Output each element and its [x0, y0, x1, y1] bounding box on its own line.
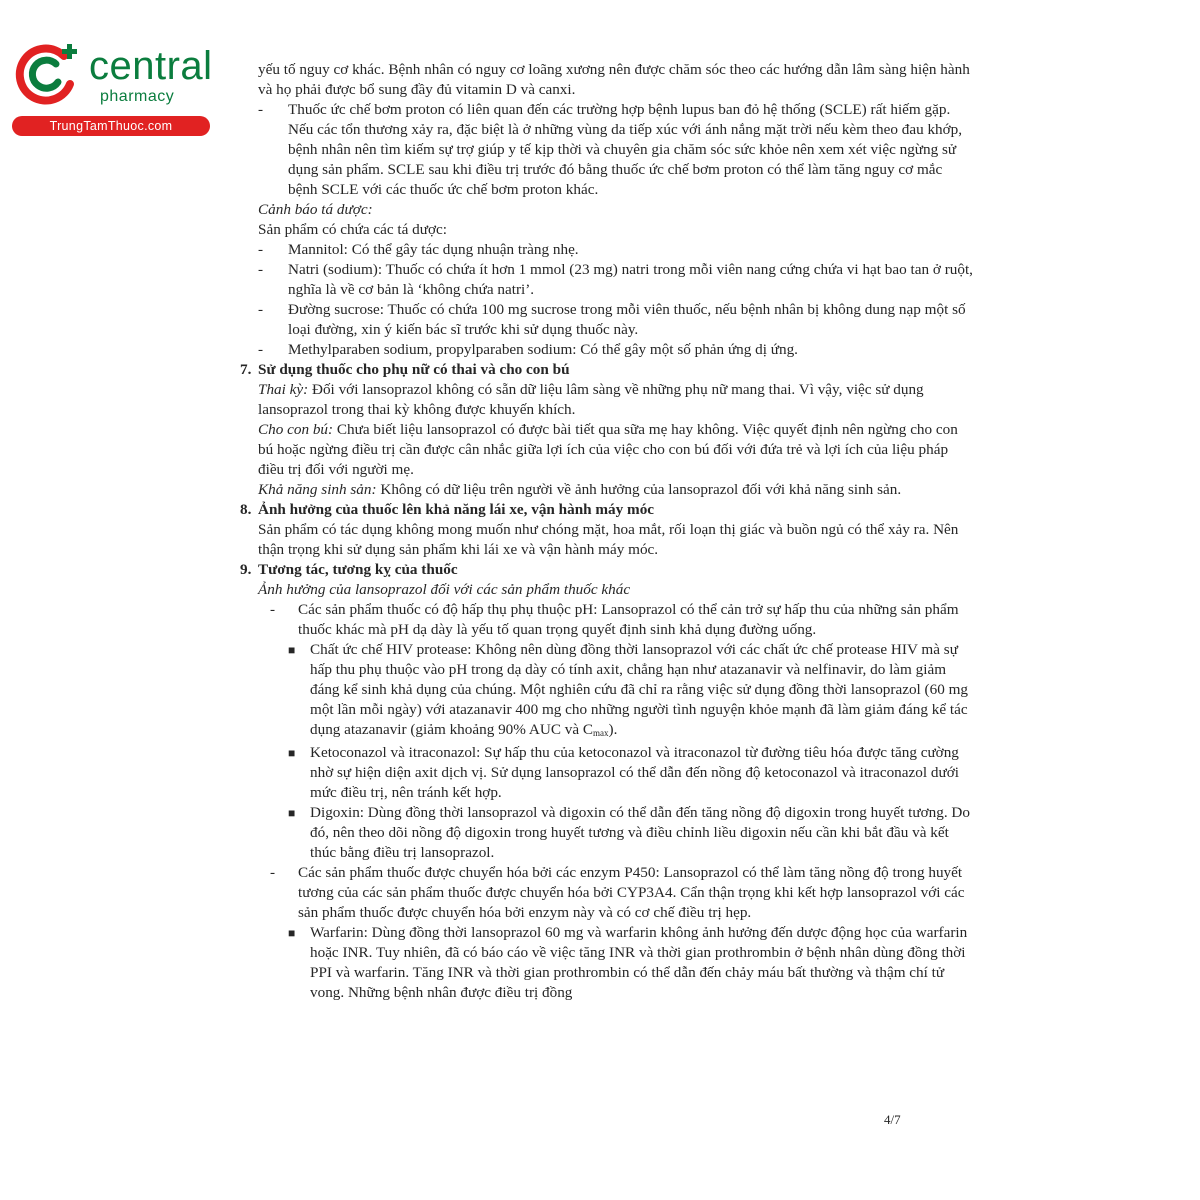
pregnancy-label: Thai kỳ:	[258, 381, 309, 398]
list-item-excipient: - Đường sucrose: Thuốc có chứa 100 mg sucrose trong mỗi viên thuốc, nếu bệnh nhân bị không dung nạp một số loại đường, xin ý kiến bác sĩ trước khi sử dụng thuốc này.	[258, 301, 966, 338]
list-item-p450: - Các sản phẩm thuốc được chuyển hóa bởi các enzym P450: Lansoprazol có thể làm tăng nồng độ trong huyết tương của các sản phẩm thuốc được chuyển hóa bởi CYP3A4. Cẩn thận trọng khi kết hợp lansoprazol với các sản phẩm thuốc được chuyển hóa bởi enzym này và có cơ chế điều trị hẹp.	[270, 864, 965, 921]
bullet-item-hiv	[230, 640, 975, 743]
paragraph-lactation	[230, 420, 975, 480]
list-item-excipient: - Natri (sodium): Thuốc có chứa ít hơn 1 mmol (23 mg) natri trong mỗi viên nang cứng chứa vi hạt bao tan ở ruột, nghĩa là về cơ bản là ‘không chứa natri’.	[258, 261, 973, 298]
list-item-excipient: - Methylparaben sodium, propylparaben sodium: Có thể gây một số phản ứng dị ứng.	[258, 341, 798, 358]
excipient-intro: Sản phẩm có chứa các tá dược:	[258, 221, 447, 238]
lactation-text: Chưa biết liệu lansoprazol có được bài tiết qua sữa mẹ hay không. Việc quyết định nên ngừng cho con bú hoặc ngừng điều trị cần được cân nhắc giữa lợi ích của việc cho con bú đối với đứa trẻ và lợi ích của liệu pháp điều trị đối với người mẹ.	[258, 421, 958, 478]
list-item-scle: - Thuốc ức chế bơm proton có liên quan đến các trường hợp bệnh lupus ban đỏ hệ thống (SCLE) rất hiếm gặp. Nếu các tổn thương xảy ra, đặc biệt là ở những vùng da tiếp xúc với ánh nắng mặt trời nếu kèm theo đau khớp, bệnh nhân nên tìm kiếm sự trợ giúp y tế kịp thời và chuyên gia chăm sóc sức khỏe nên xem xét việc ngừng sử dụng sản phẩm. SCLE sau khi điều trị trước đó bằng thuốc ức chế bơm proton có thể làm tăng nguy cơ mắc bệnh SCLE với các thuốc ức chế bơm proton khác.	[258, 101, 963, 198]
document-body	[230, 60, 975, 1003]
brand-logo	[12, 38, 217, 138]
list-item-ph: - Các sản phẩm thuốc có độ hấp thụ phụ thuộc pH: Lansoprazol có thể cản trở sự hấp thu của những sản phẩm thuốc khác mà pH dạ dày là yếu tố quan trọng quyết định sinh khả dụng đường uống.	[270, 601, 959, 638]
p450-text: Lansoprazol có thể làm tăng nồng độ trong huyết tương của các sản phẩm thuốc được chuyển hóa bởi CYP3A4. Cẩn thận trọng khi kết hợp lansoprazol với các sản phẩm thuốc được chuyển hóa bởi enzym này và có cơ chế điều trị hẹp.	[298, 864, 965, 921]
fertility-label: Khả năng sinh sản:	[258, 481, 377, 498]
pregnancy-text: Đối với lansoprazol không có sẵn dữ liệu lâm sàng về những phụ nữ mang thai. Vì vậy, việc sử dụng lansoprazol trong thai kỳ không được khuyến khích.	[258, 381, 924, 418]
section-heading-7	[230, 360, 975, 380]
section-title: Tương tác, tương kỵ của thuốc	[258, 561, 458, 578]
hiv-text-end: ).	[608, 721, 618, 738]
bullet-icon: ■	[288, 746, 296, 760]
bullet-icon: ■	[288, 643, 296, 657]
fertility-text: Không có dữ liệu trên người về ảnh hưởng của lansoprazol đối với khả năng sinh sản.	[376, 481, 902, 498]
warfarin-text: Warfarin: Dùng đồng thời lansoprazol 60 mg và warfarin không ảnh hưởng đến dược động học của warfarin hoặc INR. Tuy nhiên, đã có báo cáo về việc tăng INR và thời gian prothrombin ở bệnh nhân dùng đồng thời PPI và warfarin. Tăng INR và thời gian prothrombin có thể dẫn đến chảy máu bất thường và thậm chí tử vong. Những bệnh nhân được điều trị đồng	[310, 924, 968, 1001]
excipient-text: Natri (sodium): Thuốc có chứa ít hơn 1 mmol (23 mg) natri trong mỗi viên nang cứng chứa vi hạt bao tan ở ruột, nghĩa là về cơ bản là ‘không chứa natri’.	[288, 261, 973, 298]
section-number: 8.	[240, 501, 252, 518]
paragraph-osteoporosis: yếu tố nguy cơ khác. Bệnh nhân có nguy cơ loãng xương nên được chăm sóc theo các hướng dẫn lâm sàng hiện hành và họ phải được bổ sung đầy đủ vitamin D và canxi.	[258, 61, 970, 98]
section-number: 9.	[240, 561, 252, 578]
excipient-heading: Cảnh báo tá dược:	[258, 201, 373, 218]
section-title: Ảnh hưởng của thuốc lên khả năng lái xe, vận hành máy móc	[258, 501, 655, 518]
section-title: Sử dụng thuốc cho phụ nữ có thai và cho con bú	[258, 361, 570, 378]
list-item-excipient: - Mannitol: Có thể gây tác dụng nhuận tràng nhẹ.	[258, 241, 579, 258]
bullet-item-ketoconazol	[230, 743, 975, 803]
section-heading-8	[230, 500, 975, 520]
bullet-icon: ■	[288, 926, 296, 940]
scle-text: Thuốc ức chế bơm proton có liên quan đến các trường hợp bệnh lupus ban đỏ hệ thống (SCLE) rất hiếm gặp. Nếu các tổn thương xảy ra, đặc biệt là ở những vùng da tiếp xúc với ánh nắng mặt trời nếu kèm theo đau khớp, bệnh nhân nên tìm kiếm sự trợ giúp y tế kịp thời và chuyên gia chăm sóc sức khỏe nên xem xét việc ngừng sử dụng sản phẩm. SCLE sau khi điều trị trước đó bằng thuốc ức chế bơm proton có thể làm tăng nguy cơ mắc bệnh SCLE với các thuốc ức chế bơm proton khác.	[288, 101, 963, 198]
hiv-text: Chất ức chế HIV protease: Không nên dùng đồng thời lansoprazol với các chất ức chế protease HIV mà sự hấp thu phụ thuộc vào pH trong dạ dày có tính axit, chẳng hạn như atazanavir và nelfinavir, do làm giảm đáng kể sinh khả dụng của chúng. Một nghiên cứu đã chỉ ra rằng việc sử dụng đồng thời lansoprazol (60 mg một lần mỗi ngày) với atazanavir 400 mg cho những người tình nguyện khỏe mạnh đã làm giảm đáng kể tác dụng atazanavir (giảm khoảng 90% AUC và C	[310, 641, 969, 738]
ketoconazol-text: Ketoconazol và itraconazol: Sự hấp thu của ketoconazol và itraconazol từ đường tiêu hóa được tăng cường nhờ sự hiện diện axit dịch vị. Sử dụng lansoprazol có thể dẫn đến nồng độ ketoconazol và itraconazol dưới mức điều trị, nên tránh kết hợp.	[310, 744, 959, 801]
bullet-item-warfarin	[230, 923, 975, 1003]
brand-website[interactable]: TrungTamThuoc.com	[12, 116, 210, 136]
central-pharmacy-logo-icon	[12, 42, 86, 108]
subsection-heading: Ảnh hưởng của lansoprazol đối với các sản phẩm thuốc khác	[258, 581, 631, 598]
paragraph-driving: Sản phẩm có tác dụng không mong muốn như chóng mặt, hoa mắt, rối loạn thị giác và buồn ngủ có thể xảy ra. Nên thận trọng khi sử dụng sản phẩm khi lái xe và vận hành máy móc.	[258, 521, 959, 558]
brand-subtitle: pharmacy	[100, 88, 175, 105]
digoxin-text: Digoxin: Dùng đồng thời lansoprazol và digoxin có thể dẫn đến tăng nồng độ digoxin trong huyết tương. Do đó, nên theo dõi nồng độ digoxin trong huyết tương và điều chỉnh liều digoxin nếu cần khi bắt đầu và kết thúc bằng điều trị lansoprazol.	[310, 804, 970, 861]
ph-text: Lansoprazol có thể cản trở sự hấp thu của những sản phẩm thuốc khác mà pH dạ dày là yếu tố quan trọng quyết định sinh khả dụng đường uống.	[298, 601, 959, 638]
page-number: 4/7	[884, 1112, 901, 1127]
paragraph-fertility	[230, 480, 975, 500]
section-number: 7.	[240, 361, 252, 378]
brand-name: central	[89, 44, 213, 88]
bullet-icon: ■	[288, 806, 296, 820]
excipient-text: Mannitol: Có thể gây tác dụng nhuận tràng nhẹ.	[288, 241, 579, 258]
excipient-text: Đường sucrose: Thuốc có chứa 100 mg sucrose trong mỗi viên thuốc, nếu bệnh nhân bị không dung nạp một số loại đường, xin ý kiến bác sĩ trước khi sử dụng thuốc này.	[288, 301, 966, 338]
paragraph-pregnancy	[230, 380, 975, 420]
ph-label: Các sản phẩm thuốc có độ hấp thụ phụ thuộc pH:	[298, 601, 598, 618]
bullet-item-digoxin	[230, 803, 975, 863]
section-heading-9	[230, 560, 975, 580]
excipient-text: Methylparaben sodium, propylparaben sodium: Có thể gây một số phản ứng dị ứng.	[288, 341, 798, 358]
p450-label: Các sản phẩm thuốc được chuyển hóa bởi các enzym P450:	[298, 864, 660, 881]
lactation-label: Cho con bú:	[258, 421, 334, 438]
cmax-subscript: max	[593, 728, 609, 738]
